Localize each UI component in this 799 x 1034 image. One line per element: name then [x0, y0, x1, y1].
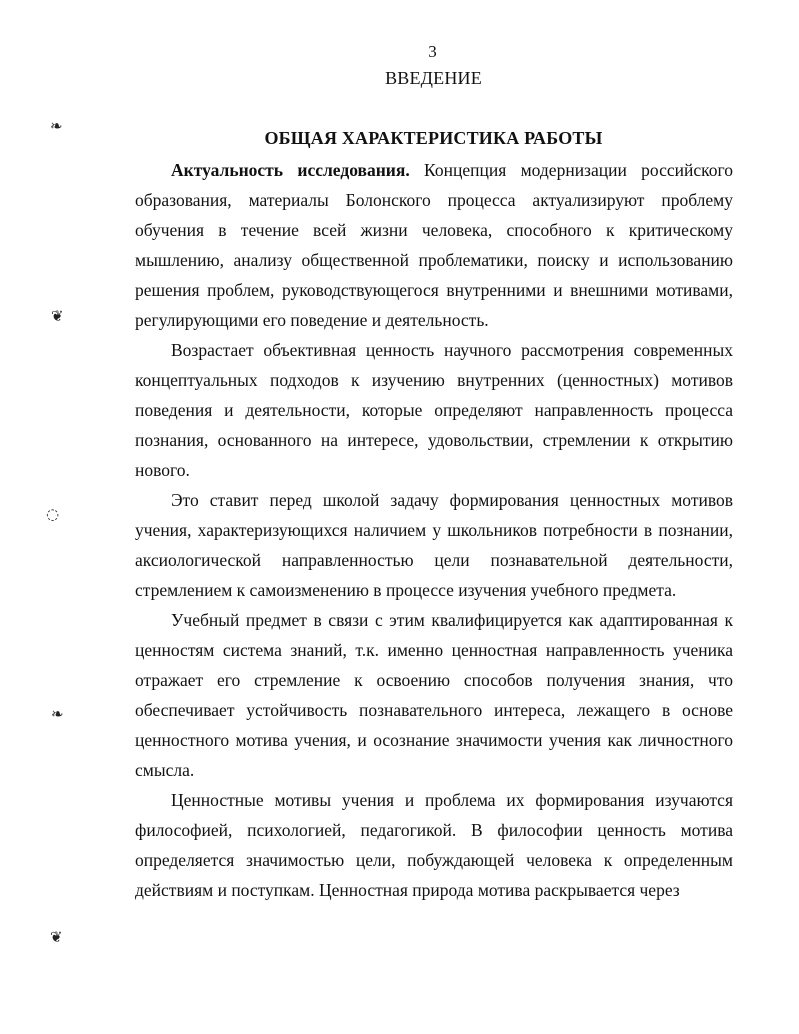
body-text [135, 155, 733, 905]
margin-mark-icon: ❧ [50, 117, 63, 135]
margin-mark-icon: ❦ [50, 928, 63, 946]
paragraph-relevance [135, 155, 733, 335]
relevance-text: Концепция модернизации российского образования, материалы Болонского процесса актуализируют проблему обучения в течение всей жизни человека, способного к критическому мышлению, анализу общественной проблематики, поиску и использованию решения проблем, руководствующегося внутренними и внешними мотивами, регулирующими его поведение и деятельность. [135, 160, 733, 330]
paragraph-motives: Ценностные мотивы учения и проблема их формирования изучаются философией, психологией, педагогикой. В философии ценность мотива определяется значимостью цели, побуждающей человека к определенным действиям и поступкам. Ценностная природа мотива раскрывается через [135, 790, 733, 900]
paragraph-value-growth: Возрастает объективная ценность научного рассмотрения современных концептуальных подходов к изучению внутренних (ценностных) мотивов поведения и деятельности, которые определяют направленность процесса познания, основанного на интересе, удовольствии, стремлении к открытию нового. [135, 340, 733, 480]
paragraph-subject: Учебный предмет в связи с этим квалифицируется как адаптированная к ценностям система знаний, т.к. именно ценностная направленность ученика отражает его стремление к освоению способов получения знания, что обеспечивает устойчивость познавательного интереса, лежащего в основе ценностного мотива учения, и осознание значимости учения как личностного смысла. [135, 610, 733, 780]
section-heading: ОБЩАЯ ХАРАКТЕРИСТИКА РАБОТЫ [264, 128, 603, 148]
margin-mark-icon: ❧ [51, 705, 64, 723]
margin-mark-icon: ❦ [51, 307, 64, 325]
page-number: 3 [428, 42, 437, 61]
relevance-lead: Актуальность исследования. [171, 160, 410, 180]
intro-heading: ВВЕДЕНИЕ [385, 68, 482, 88]
paragraph-school-task: Это ставит перед школой задачу формирования ценностных мотивов учения, характеризующихся наличием у школьников потребности в познании, аксиологической направленностью цели познавательной деятельности, стремлением к самоизменению в процессе изучения учебного предмета. [135, 490, 733, 600]
margin-mark-icon: ◌ [46, 505, 60, 523]
